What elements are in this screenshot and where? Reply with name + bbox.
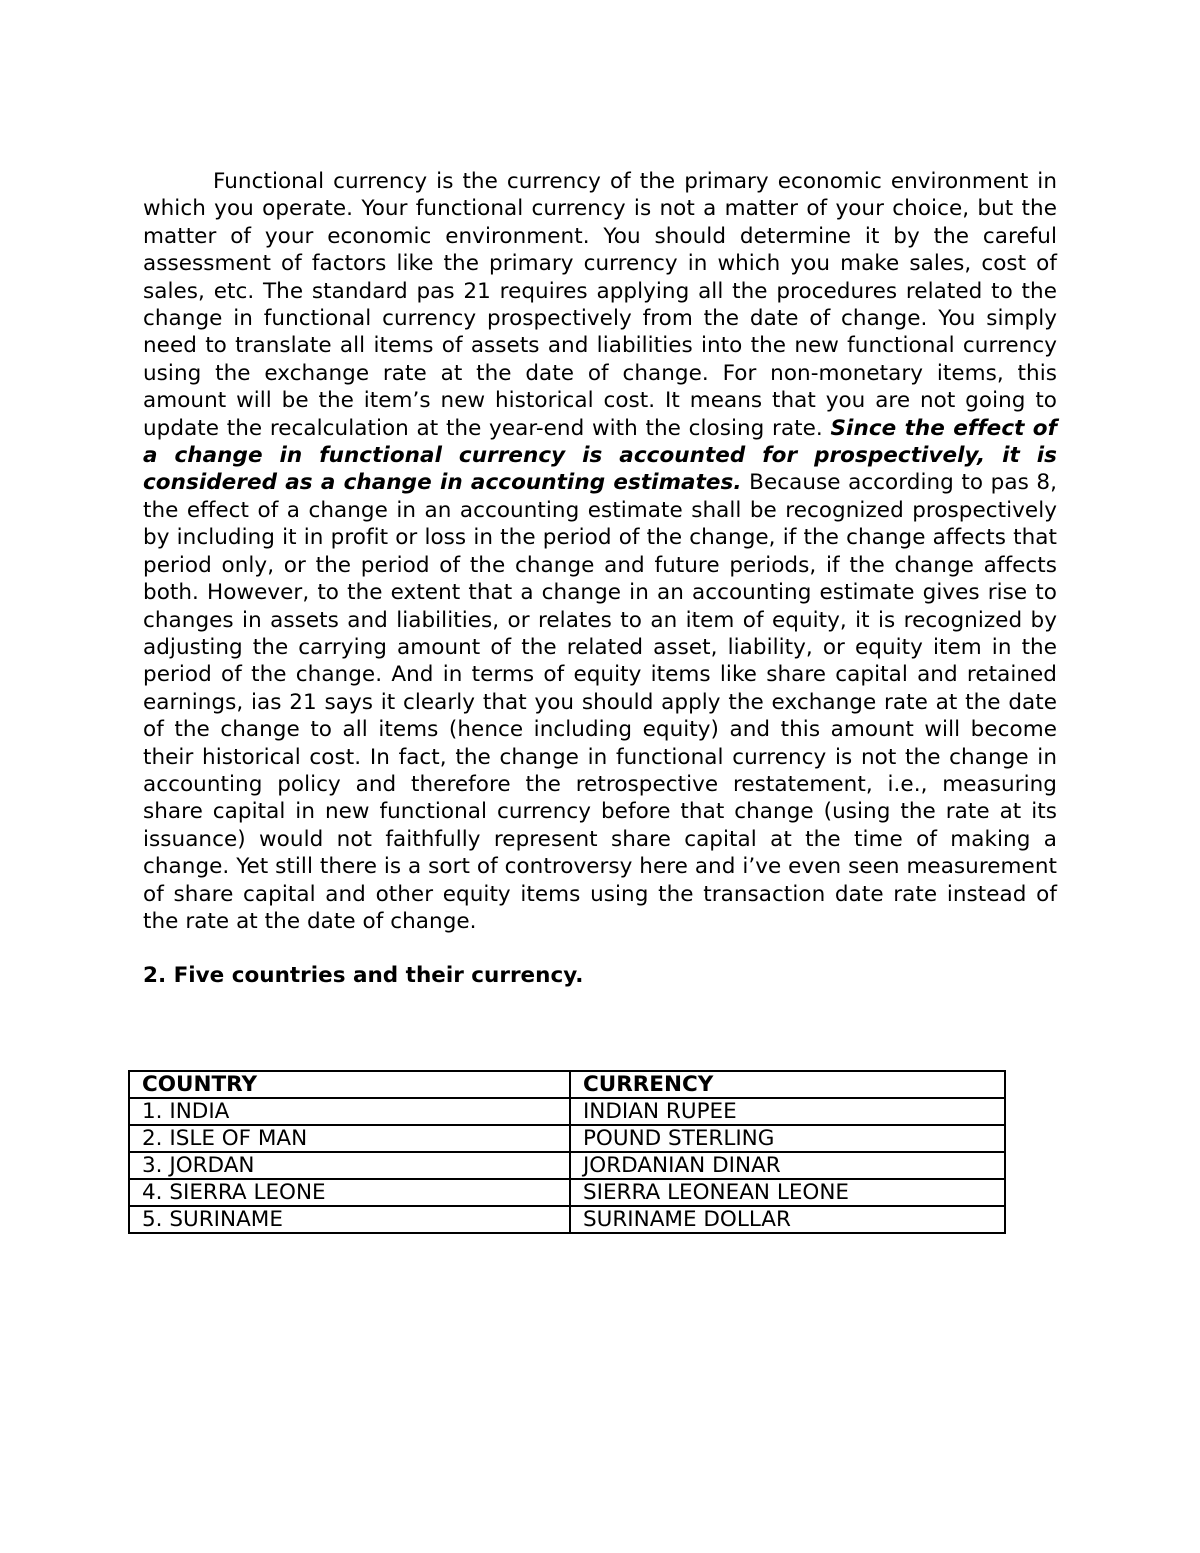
table-header-row (129, 1071, 1005, 1098)
currency-cell: INDIAN RUPEE (570, 1098, 1005, 1125)
table-row (129, 1206, 1005, 1233)
header-currency: CURRENCY (570, 1071, 1005, 1098)
table-row (129, 1098, 1005, 1125)
country-cell: 4. SIERRA LEONE (129, 1179, 570, 1206)
paragraph-emphasis: Since the effect of a change in functional currency is accounted for prospectively, it is considered as a change in accounting estimates. (143, 415, 1058, 496)
countries-currency-table (128, 1070, 1006, 1234)
currency-cell: SIERRA LEONEAN LEONE (570, 1179, 1005, 1206)
country-cell: 1. INDIA (129, 1098, 570, 1125)
currency-cell: POUND STERLING (570, 1125, 1005, 1152)
currency-cell: SURINAME DOLLAR (570, 1206, 1005, 1233)
header-country: COUNTRY (129, 1071, 570, 1098)
country-cell: 3. JORDAN (129, 1152, 570, 1179)
paragraph-text-part1: Functional currency is the currency of the primary economic environment in which you operate. Your functional currency is not a matter of your choice, but the matter of your economic environment. You should determine it by the careful assessment of factors like the primary currency in which you make sales, cost of sales, etc. The standard pas 21 requires applying all the procedures related to the change in functional currency prospectively from the date of change. You simply need to translate all items of assets and liabilities into the new functional currency using the exchange rate at the date of change. For non-monetary items, this amount will be the item’s new historical cost. It means that you are not going to update the recalculation at the year-end with the closing rate. (143, 169, 1057, 441)
paragraph-text-part2: Because according to pas 8, the effect of a change in an accounting estimate shall be recognized prospectively by including it in profit or loss in the period of the change, if the change affects that period only, or the period of the change and future periods, if the change affects both. However, to the extent that a change in an accounting estimate gives rise to changes in assets and liabilities, or relates to an item of equity, it is recognized by adjusting the carrying amount of the related asset, liability, or equity item in the period of the change. And in terms of equity items like share capital and retained earnings, ias 21 says it clearly that you should apply the exchange rate at the date of the change to all items (hence including equity) and this amount will become their historical cost. In fact, the change in functional currency is not the change in accounting policy and therefore the retrospective restatement, i.e., measuring share capital in new functional currency before that change (using the rate at its issuance) would not faithfully represent share capital at the time of making a change. Yet still there is a sort of controversy here and i’ve even seen measurement of share capital and other equity items using the transaction date rate instead of the rate at the date of change. (143, 470, 1057, 934)
countries-table-container (128, 1070, 1006, 1234)
table-row (129, 1125, 1005, 1152)
section-heading: 2. Five countries and their currency. (143, 963, 584, 989)
table-row (129, 1152, 1005, 1179)
document-page (143, 168, 1057, 990)
body-paragraph (143, 168, 1057, 935)
currency-cell: JORDANIAN DINAR (570, 1152, 1005, 1179)
country-cell: 2. ISLE OF MAN (129, 1125, 570, 1152)
country-cell: 5. SURINAME (129, 1206, 570, 1233)
table-row (129, 1179, 1005, 1206)
